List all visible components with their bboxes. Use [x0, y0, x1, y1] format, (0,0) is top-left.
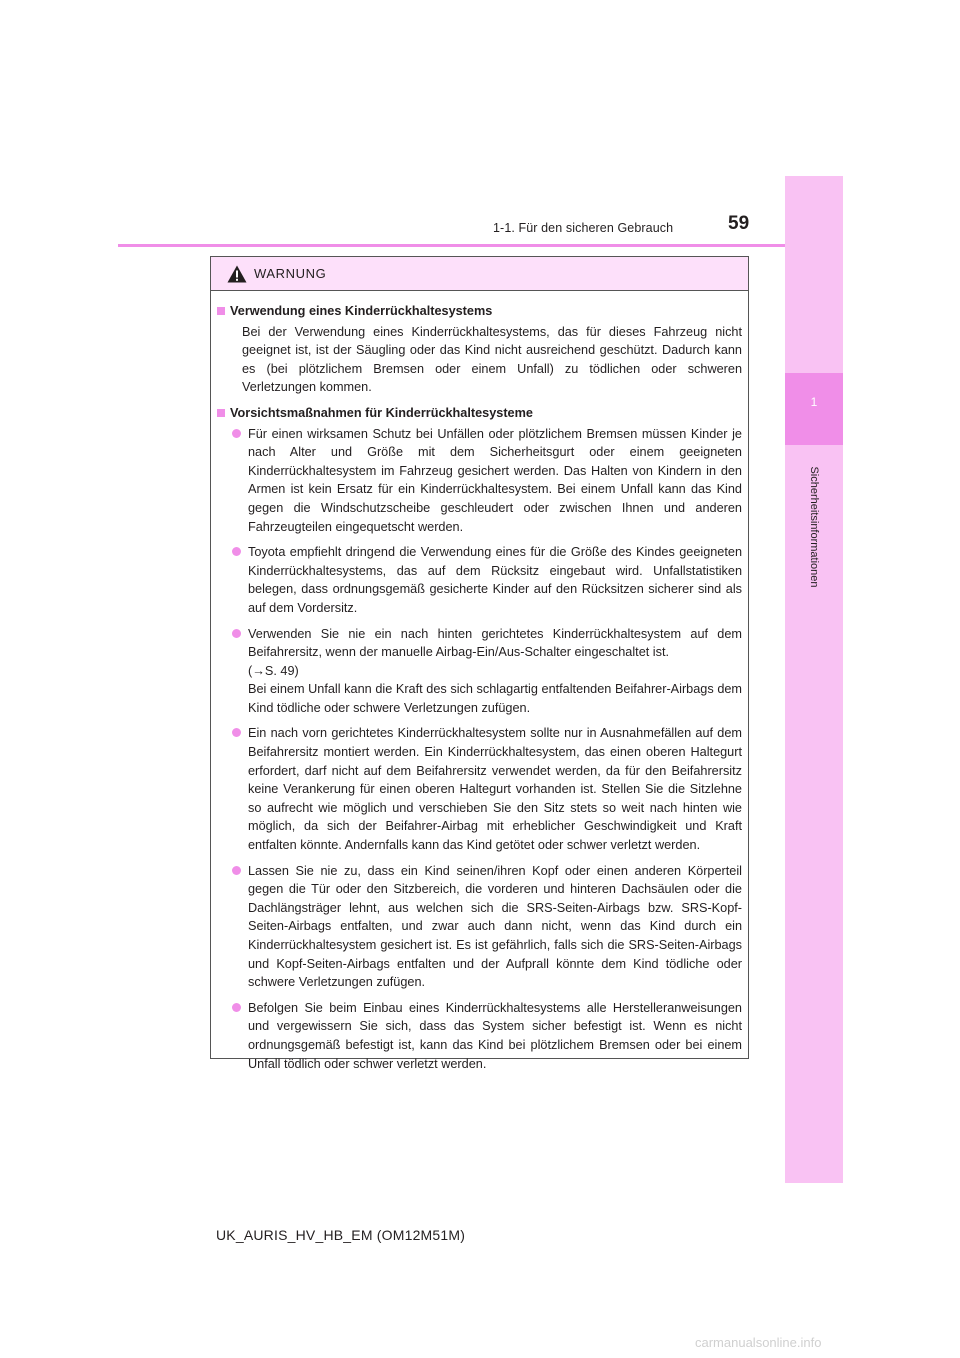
section-heading-text: Verwendung eines Kinderrückhaltesystems [230, 304, 493, 318]
page-reference-link[interactable]: (→S. 49) [248, 663, 299, 678]
list-item-text: Für einen wirksamen Schutz bei Unfällen oder plötzlichem Bremsen müssen Kinder je nach Alter und Größe mit dem Sicherheitsgurt oder einem geeigneten Kinderrückhaltesystem im Fahrzeug gesichert werden. Das Halten von Kindern in den Armen ist kein Ersatz für ein Kinderrückhaltesystem. Bei einem Unfall kann das Kind gegen die Windschutzscheibe geschleudert oder zwischen Ihnen und anderen Fahrzeugteilen eingequetscht werden. [248, 426, 742, 534]
warning-header [211, 257, 748, 291]
watermark: carmanualsonline.info [695, 1335, 822, 1350]
list-item-main-text: Verwenden Sie nie ein nach hinten gerichtetes Kinderrückhaltesystem auf dem Beifahrersitz, wenn der manuelle Airbag-Ein/Aus-Schalter eingeschaltet ist. [248, 626, 742, 660]
list-item [232, 625, 742, 718]
list-item-text: Ein nach vorn gerichtetes Kinderrückhaltesystem sollte nur in Ausnahmefällen auf dem Beifahrersitz montiert werden. Ein Kinderrückhaltesystem, das einen oberen Haltegurt erfordert, darf nicht auf dem Beifahrersitz verwendet werden, da für den Beifahrersitz keine Verankerung für einen oberen Haltegurt vorhanden ist. Stellen Sie die Sitzlehne so aufrecht wie möglich und verschieben Sie den Sitz stets so weit nach hinten wie möglich, da sich der Beifahrer-Airbag mit erheblicher Geschwindigkeit und Kraft entfalten könnte. Andernfalls kann das Kind getötet oder schwer verletzt werden. [248, 726, 742, 853]
section-paragraph: Bei der Verwendung eines Kinderrückhaltesystems, das für dieses Fahrzeug nicht geeignet ist, ist der Säugling oder das Kind nicht ausreichend geschützt. Dadurch kann es (bei plötzlichem Bremsen oder einem Unfall) zu tödlichen oder schweren Verletzungen kommen. [242, 324, 742, 395]
square-bullet-icon [217, 409, 225, 417]
list-item-text: Lassen Sie nie zu, dass ein Kind seinen/ihren Kopf oder einen anderen Körperteil gegen die Tür oder den Sitzbereich, die vorderen und hinteren Dachsäulen oder die Dachlängsträger lehnt, aus welchen sich die SRS-Seiten-Airbags bzw. SRS-Kopf-Seiten-Airbags entfalten, und zwar auch dann nicht, wenn das Kind durch ein Kinderrückhaltesystem gesichert ist. Es ist gefährlich, falls sich die SRS-Seiten-Airbags und Kopf-Seiten-Airbags entfalten und der Aufprall könnte dem Kind tödliche oder schwere Verletzungen zufügen. [248, 863, 742, 990]
list-item-text: Toyota empfiehlt dringend die Verwendung eines für die Größe des Kindes geeigneten Kinderrückhaltesystems, das auf dem Rücksitz eingebaut wird. Unfallstatistiken belegen, dass ordnungsgemäß gesicherte Kinder auf den Rücksitzen sicherer sind als auf dem Vordersitz. [248, 545, 742, 615]
warning-body [211, 291, 748, 1073]
warning-triangle-icon [227, 265, 247, 283]
list-item [232, 724, 742, 854]
round-bullet-icon [232, 547, 241, 556]
section-heading [217, 404, 742, 423]
list-item [232, 543, 742, 617]
warning-title: WARNUNG [254, 266, 327, 281]
round-bullet-icon [232, 429, 241, 438]
round-bullet-icon [232, 866, 241, 875]
list-item [232, 999, 742, 1073]
chapter-label: Sicherheitsinformationen [808, 466, 820, 588]
chapter-number-tab[interactable] [785, 373, 843, 445]
document-code: UK_AURIS_HV_HB_EM (OM12M51M) [216, 1227, 466, 1243]
round-bullet-icon [232, 629, 241, 638]
round-bullet-icon [232, 728, 241, 737]
list-item-extra-text: Bei einem Unfall kann die Kraft des sich schlagartig entfaltenden Beifahrer-Airbags dem Kind tödliche oder schwere Verletzungen zufügen. [248, 682, 742, 715]
header-rule [118, 244, 785, 247]
round-bullet-icon [232, 1003, 241, 1012]
list-item [232, 862, 742, 992]
section-heading [217, 302, 742, 321]
section-title: 1-1. Für den sicheren Gebrauch [493, 221, 674, 235]
section-heading-text: Vorsichtsmaßnahmen für Kinderrückhaltesysteme [230, 405, 533, 420]
warning-box [210, 256, 749, 1071]
list-item-text: Befolgen Sie beim Einbau eines Kinderrückhaltesystems alle Herstelleranweisungen und vergewissern Sie sich, dass das System sicher befestigt ist. Wenn es nicht ordnungsgemäß befestigt ist, kann das Kind bei plötzlichem Bremsen oder bei einem Unfall tödlich oder schwer verletzt werden. [248, 1000, 742, 1071]
list-item-text [248, 625, 742, 718]
chapter-number: 1 [810, 395, 818, 409]
square-bullet-icon [217, 307, 225, 315]
page-number: 59 [728, 213, 750, 234]
chapter-side-tab[interactable] [785, 176, 843, 1183]
list-item [232, 425, 742, 537]
